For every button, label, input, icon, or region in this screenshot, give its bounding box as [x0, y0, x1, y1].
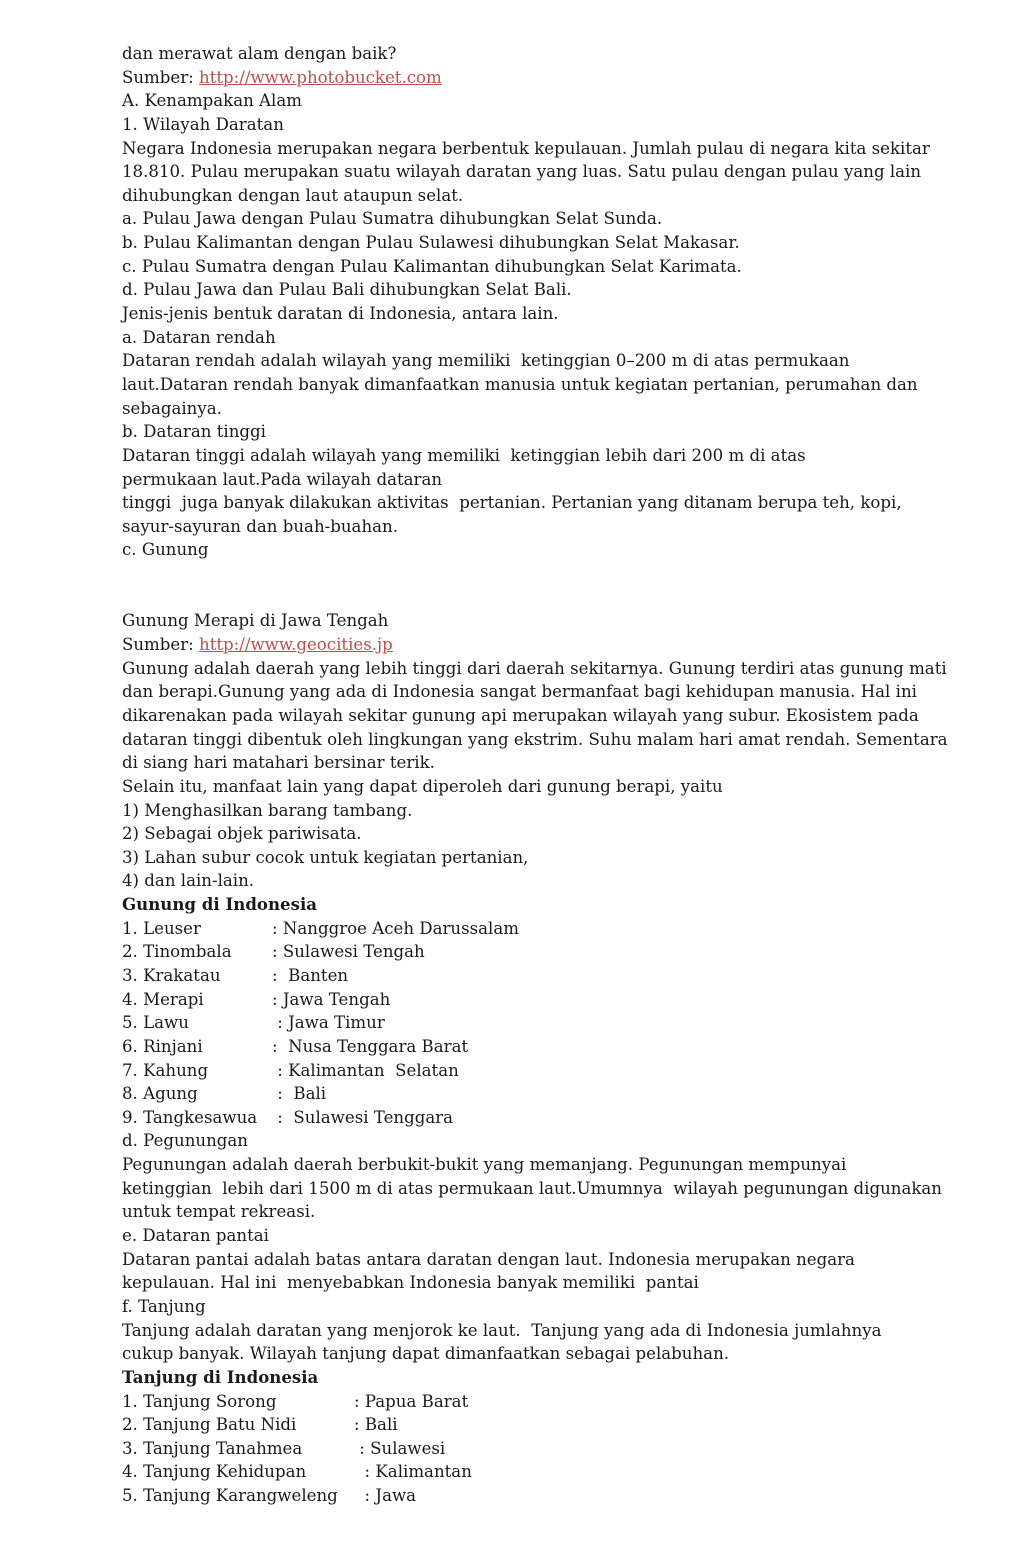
table-row — [122, 1390, 962, 1414]
paragraph-line: Dataran tinggi adalah wilayah yang memiliki ketinggian lebih dari 200 m di atas — [122, 445, 806, 465]
row-location: : Sulawesi — [354, 1438, 446, 1458]
row-name: 4. Tanjung Kehidupan — [122, 1462, 307, 1482]
paragraph-line: sayur-sayuran dan buah-buahan. — [122, 516, 398, 536]
source-link[interactable]: http://www.photobucket.com — [199, 67, 442, 87]
row-location: : Jawa — [354, 1486, 417, 1506]
subsection-heading: 1. Wilayah Daratan — [122, 114, 284, 134]
row-location: : Sulawesi Tengah — [272, 942, 425, 962]
paragraph-line: dataran tinggi dibentuk oleh lingkungan yang ekstrim. Suhu malam hari amat rendah. Sementara — [122, 729, 948, 749]
row-name: 5. Tanjung Karangweleng — [122, 1486, 338, 1506]
table-row — [122, 1106, 962, 1130]
table-row — [122, 1484, 962, 1508]
row-location: : Jawa Timur — [272, 1013, 385, 1033]
paragraph-line: Pegunungan adalah daerah berbukit-bukit yang memanjang. Pegunungan mempunyai — [122, 1155, 847, 1175]
row-location: : Kalimantan Selatan — [272, 1060, 459, 1080]
row-name: 1. Tanjung Sorong — [122, 1391, 277, 1411]
paragraph-line: tinggi juga banyak dilakukan aktivitas pertanian. Pertanian yang ditanam berupa teh, kopi, — [122, 493, 902, 513]
row-name: 2. Tanjung Batu Nidi — [122, 1415, 297, 1435]
table-row — [122, 1413, 962, 1437]
paragraph-line: dihubungkan dengan laut ataupun selat. — [122, 185, 464, 205]
row-location: : Papua Barat — [354, 1391, 469, 1411]
row-name: 8. Agung — [122, 1084, 198, 1104]
blank-line — [122, 586, 962, 610]
paragraph-line: cukup banyak. Wilayah tanjung dapat dimanfaatkan sebagai pelabuhan. — [122, 1344, 730, 1364]
row-location: : Nusa Tenggara Barat — [272, 1036, 469, 1056]
row-name: 1. Leuser — [122, 918, 201, 938]
table-row — [122, 1460, 962, 1484]
paragraph-line: permukaan laut.Pada wilayah dataran — [122, 469, 443, 489]
source-link[interactable]: http://www.geocities.jp — [199, 635, 393, 655]
row-location: : Banten — [272, 965, 349, 985]
paragraph-line: Selain itu, manfaat lain yang dapat diperoleh dari gunung berapi, yaitu — [122, 776, 723, 796]
table-row — [122, 1437, 962, 1461]
text-line: dan merawat alam dengan baik? — [122, 44, 397, 63]
document-page — [122, 42, 962, 1508]
row-location: : Jawa Tengah — [272, 989, 391, 1009]
source-label: Sumber: — [122, 635, 200, 655]
row-name: 7. Kahung — [122, 1060, 209, 1080]
paragraph-line: 18.810. Pulau merupakan suatu wilayah daratan yang luas. Satu pulau dengan pulau yang lain — [122, 162, 922, 182]
list-title: Tanjung di Indonesia — [122, 1366, 319, 1387]
table-row — [122, 917, 962, 941]
table-row — [122, 1035, 962, 1059]
paragraph-line: dan berapi.Gunung yang ada di Indonesia sangat bermanfaat bagi kehidupan manusia. Hal ini — [122, 682, 917, 702]
row-name: 5. Lawu — [122, 1013, 189, 1033]
item-heading: d. Pegunungan — [122, 1131, 248, 1151]
paragraph-line: Tanjung adalah daratan yang menjorok ke laut. Tanjung yang ada di Indonesia jumlahnya — [122, 1320, 882, 1340]
item-heading: c. Gunung — [122, 540, 209, 560]
row-location: : Sulawesi Tenggara — [272, 1107, 454, 1127]
list-item: d. Pulau Jawa dan Pulau Bali dihubungkan Selat Bali. — [122, 280, 572, 300]
table-row — [122, 988, 962, 1012]
row-location: : Nanggroe Aceh Darussalam — [272, 918, 519, 938]
paragraph-line: Negara Indonesia merupakan negara berbentuk kepulauan. Jumlah pulau di negara kita sekitar — [122, 138, 930, 158]
paragraph-line: sebagainya. — [122, 398, 222, 418]
list-item: a. Pulau Jawa dengan Pulau Sumatra dihubungkan Selat Sunda. — [122, 209, 663, 229]
section-heading: A. Kenampakan Alam — [122, 91, 302, 111]
paragraph-line: Dataran pantai adalah batas antara daratan dengan laut. Indonesia merupakan negara — [122, 1249, 855, 1269]
row-location: : Bali — [272, 1084, 327, 1104]
row-name: 4. Merapi — [122, 989, 204, 1009]
table-row — [122, 1011, 962, 1035]
table-row — [122, 964, 962, 988]
list-item: 1) Menghasilkan barang tambang. — [122, 800, 413, 820]
table-row — [122, 1059, 962, 1083]
row-name: 3. Tanjung Tanahmea — [122, 1438, 303, 1458]
paragraph-line: dikarenakan pada wilayah sekitar gunung api merupakan wilayah yang subur. Ekosistem pada — [122, 705, 919, 725]
paragraph-line: laut.Dataran rendah banyak dimanfaatkan manusia untuk kegiatan pertanian, perumahan dan — [122, 374, 918, 394]
item-heading: b. Dataran tinggi — [122, 422, 266, 442]
item-heading: e. Dataran pantai — [122, 1226, 269, 1246]
paragraph-line: Gunung adalah daerah yang lebih tinggi dari daerah sekitarnya. Gunung terdiri atas gunung mati — [122, 658, 947, 678]
item-heading: f. Tanjung — [122, 1296, 206, 1316]
image-caption: Gunung Merapi di Jawa Tengah — [122, 611, 389, 631]
item-heading: a. Dataran rendah — [122, 327, 276, 347]
paragraph-line: kepulauan. Hal ini menyebabkan Indonesia banyak memiliki pantai — [122, 1273, 699, 1293]
source-label: Sumber: — [122, 67, 200, 87]
row-location: : Bali — [354, 1415, 398, 1435]
paragraph-line: di siang hari matahari bersinar terik. — [122, 753, 435, 773]
list-item: c. Pulau Sumatra dengan Pulau Kalimantan dihubungkan Selat Karimata. — [122, 256, 742, 276]
source-line — [122, 633, 962, 657]
paragraph-line: Dataran rendah adalah wilayah yang memiliki ketinggian 0–200 m di atas permukaan — [122, 351, 850, 371]
paragraph-line: ketinggian lebih dari 1500 m di atas permukaan laut.Umumnya wilayah pegunungan digunakan — [122, 1178, 942, 1198]
row-name: 6. Rinjani — [122, 1036, 203, 1056]
row-location: : Kalimantan — [354, 1462, 472, 1482]
list-title: Gunung di Indonesia — [122, 894, 318, 915]
list-item: 2) Sebagai objek pariwisata. — [122, 824, 362, 844]
row-name: 2. Tinombala — [122, 942, 232, 962]
list-item: 3) Lahan subur cocok untuk kegiatan pertanian, — [122, 847, 529, 867]
row-name: 3. Krakatau — [122, 965, 221, 985]
source-line — [122, 66, 962, 90]
table-row — [122, 1082, 962, 1106]
paragraph-line: untuk tempat rekreasi. — [122, 1202, 316, 1222]
paragraph-line: Jenis-jenis bentuk daratan di Indonesia, antara lain. — [122, 304, 559, 324]
row-name: 9. Tangkesawua — [122, 1107, 258, 1127]
list-item: 4) dan lain-lain. — [122, 871, 255, 891]
list-item: b. Pulau Kalimantan dengan Pulau Sulawesi dihubungkan Selat Makasar. — [122, 233, 740, 253]
blank-line — [122, 562, 962, 586]
table-row — [122, 940, 962, 964]
